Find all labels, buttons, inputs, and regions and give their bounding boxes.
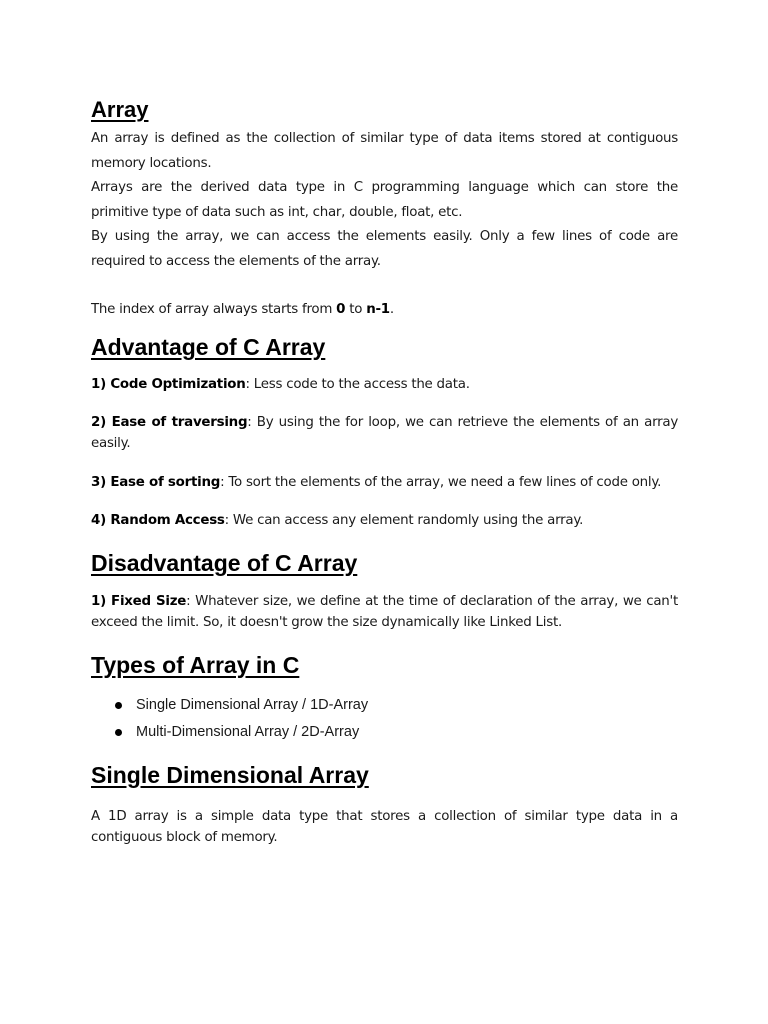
index-note-suffix: . [389, 302, 394, 317]
advantage-item [91, 510, 678, 531]
advantages-list [91, 374, 678, 531]
heading-array: Array [91, 97, 149, 122]
heading-advantages: Advantage of C Array [91, 333, 326, 360]
intro-paragraph-2: Arrays are the derived data type in C programming language which can store the primitive type of data such as int, char, double, float, etc. [91, 180, 678, 220]
advantage-text: : Less code to the access the data. [245, 376, 470, 392]
list-item-text: Multi-Dimensional Array / 2D-Array [136, 723, 360, 740]
heading-single-dimensional: Single Dimensional Array [91, 761, 369, 788]
advantage-label: 3) Ease of sorting [91, 474, 221, 490]
index-start: 0 [336, 302, 346, 317]
document-page [91, 96, 678, 848]
advantage-text: : To sort the elements of the array, we need a few lines of code only. [220, 474, 662, 490]
disadvantage-label: 1) Fixed Size [91, 593, 187, 609]
single-dimensional-text: A 1D array is a simple data type that stores a collection of similar type data in a contiguous block of memory. [91, 808, 678, 845]
index-note [91, 298, 678, 323]
heading-types: Types of Array in C [91, 651, 300, 678]
index-note-prefix: The index of array always starts from [91, 302, 337, 317]
advantage-label: 1) Code Optimization [91, 376, 246, 392]
advantage-item [91, 412, 678, 454]
advantage-text: : We can access any element randomly using the array. [224, 512, 584, 528]
intro-paragraph-1: An array is defined as the collection of similar type of data items stored at contiguous memory locations. [91, 131, 678, 171]
list-item-text: Single Dimensional Array / 1D-Array [136, 696, 369, 713]
advantage-label: 4) Random Access [91, 512, 225, 528]
list-item [91, 719, 678, 746]
heading-disadvantages: Disadvantage of C Array [91, 549, 358, 576]
list-item [91, 692, 678, 719]
advantage-text: : By using the for loop, we can retrieve the elements of an array easily. [91, 414, 678, 451]
advantage-item [91, 472, 678, 493]
bullet-icon [115, 702, 122, 709]
index-note-mid: to [345, 302, 367, 317]
index-end: n-1 [366, 302, 390, 317]
disadvantage-item [91, 591, 678, 633]
intro-paragraph-3: By using the array, we can access the elements easily. Only a few lines of code are required to access the elements of the array. [91, 229, 678, 269]
types-list [91, 692, 678, 746]
disadvantage-text: : Whatever size, we define at the time of declaration of the array, we can't exceed the limit. So, it doesn't grow the size dynamically like Linked List. [91, 593, 678, 630]
disadvantages-list [91, 591, 678, 633]
advantage-label: 2) Ease of traversing [91, 414, 248, 430]
advantage-item [91, 374, 678, 395]
bullet-icon [115, 729, 122, 736]
intro-section [91, 127, 678, 323]
